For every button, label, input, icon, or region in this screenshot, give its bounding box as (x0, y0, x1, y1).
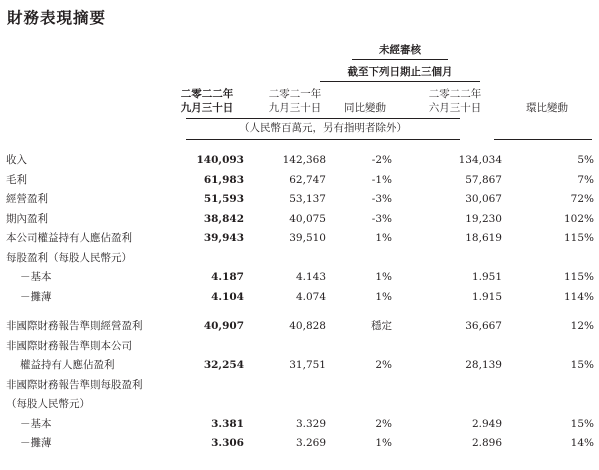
row-label: 每股盈利（每股人民幣元） (6, 251, 132, 264)
value-2022-jun: 28,139 (465, 359, 502, 371)
value-2022-sep: 3.306 (211, 437, 244, 449)
table-row (6, 151, 594, 171)
value-2022-sep: 39,943 (203, 232, 244, 244)
table-row (6, 268, 594, 288)
table-row (6, 356, 594, 376)
col3-header: 同比變動 (344, 102, 386, 114)
table-row (6, 376, 594, 396)
yoy-change: 1% (375, 290, 392, 303)
table-row (6, 288, 594, 308)
col4-header-year: 二零二二年 (428, 88, 482, 100)
table-row (6, 249, 594, 269)
col2-header-date: 九月三十日 (268, 102, 322, 114)
row-label: （每股人民幣元） (6, 398, 90, 410)
row-label: 非國際財務報告準則每股盈利 (6, 378, 143, 391)
row-label: －攤薄 (20, 290, 52, 303)
value-2022-sep: 3.381 (211, 417, 244, 430)
value-2022-sep: 4.104 (211, 290, 244, 303)
table-row (6, 317, 594, 337)
qoq-change: 114% (563, 290, 594, 303)
value-2021-sep: 4.074 (295, 290, 326, 303)
table-row (6, 434, 594, 454)
qoq-change: 115% (563, 232, 594, 244)
value-2021-sep: 40,828 (289, 320, 326, 332)
value-2022-jun: 1.915 (471, 290, 502, 303)
yoy-change: 1% (375, 437, 392, 449)
qoq-change: 72% (570, 193, 594, 205)
row-label: －基本 (20, 271, 52, 283)
col5-header: 環比變動 (526, 102, 568, 114)
value-2022-jun: 19,230 (465, 212, 502, 225)
yoy-change: -3% (371, 212, 392, 225)
header-bottom-rule-left (186, 139, 460, 140)
row-label: 經營盈利 (6, 193, 48, 205)
yoy-change: 2% (375, 417, 392, 430)
row-label: －基本 (20, 417, 52, 430)
value-2021-sep: 31,751 (289, 359, 326, 371)
value-2022-sep: 61,983 (203, 173, 244, 186)
table-row (6, 190, 594, 210)
value-2022-sep: 38,842 (203, 212, 244, 225)
value-2022-sep: 40,907 (203, 320, 244, 332)
col2-header-year: 二零二一年 (268, 88, 322, 100)
header-unaudited-underline (352, 59, 448, 60)
value-2021-sep: 142,368 (282, 154, 326, 166)
value-2022-jun: 30,067 (465, 193, 502, 205)
col4-header-date: 六月三十日 (428, 102, 482, 114)
yoy-change: 1% (375, 232, 392, 244)
col1-header-year: 二零二二年 (180, 88, 234, 100)
table-row (6, 395, 594, 415)
value-2022-jun: 18,619 (465, 232, 502, 244)
header-unit-rule (186, 118, 460, 119)
value-2022-jun: 1.951 (471, 271, 502, 283)
value-2022-sep: 140,093 (196, 154, 244, 166)
yoy-change: 穩定 (371, 320, 392, 332)
value-2021-sep: 62,747 (289, 173, 326, 186)
value-2021-sep: 39,510 (289, 232, 326, 244)
qoq-change: 15% (570, 417, 594, 430)
value-2022-jun: 2.896 (471, 437, 502, 449)
yoy-change: -1% (371, 173, 392, 186)
header-unaudited: 未經審核 (379, 44, 421, 56)
value-2021-sep: 53,137 (289, 193, 326, 205)
table-row (6, 229, 594, 249)
row-label: 非國際財務報告準則經營盈利 (6, 320, 143, 332)
value-2021-sep: 3.269 (295, 437, 326, 449)
value-2022-sep: 32,254 (203, 359, 244, 371)
row-spacer (6, 307, 594, 317)
row-label: 本公司權益持有人應佔盈利 (6, 232, 132, 244)
page-title: 財務表現摘要 (7, 9, 107, 27)
value-2022-jun: 57,867 (465, 173, 502, 186)
financial-summary-table (6, 151, 594, 454)
header-period-underline (320, 81, 480, 82)
row-label: 非國際財務報告準則本公司 (6, 339, 132, 352)
qoq-change: 7% (577, 173, 594, 186)
table-row (6, 210, 594, 230)
value-2022-jun: 2.949 (471, 417, 502, 430)
row-label: 期內盈利 (6, 212, 48, 225)
header-unit: （人民幣百萬元，另有指明者除外） (239, 122, 407, 134)
value-2021-sep: 40,075 (289, 212, 326, 225)
yoy-change: -2% (371, 154, 392, 166)
qoq-change: 12% (570, 320, 594, 332)
value-2021-sep: 3.329 (295, 417, 326, 430)
yoy-change: 2% (375, 359, 392, 371)
qoq-change: 5% (577, 154, 594, 166)
row-label: 收入 (6, 154, 27, 166)
row-label: 毛利 (6, 173, 27, 186)
value-2022-sep: 51,593 (203, 193, 244, 205)
yoy-change: -3% (371, 193, 392, 205)
value-2021-sep: 4.143 (295, 271, 326, 283)
row-label: －攤薄 (20, 437, 52, 449)
qoq-change: 102% (563, 212, 594, 225)
table-row (6, 415, 594, 435)
header-bottom-rule-right (494, 139, 592, 140)
value-2022-sep: 4.187 (211, 271, 244, 283)
header-period: 截至下列日期止三個月 (347, 66, 453, 78)
table-row (6, 337, 594, 357)
qoq-change: 14% (570, 437, 594, 449)
yoy-change: 1% (375, 271, 392, 283)
value-2022-jun: 134,034 (458, 154, 502, 166)
row-label: 權益持有人應佔盈利 (20, 359, 115, 371)
col1-header-date: 九月三十日 (180, 102, 234, 114)
table-row (6, 171, 594, 191)
qoq-change: 115% (563, 271, 594, 283)
value-2022-jun: 36,667 (465, 320, 502, 332)
qoq-change: 15% (570, 359, 594, 371)
